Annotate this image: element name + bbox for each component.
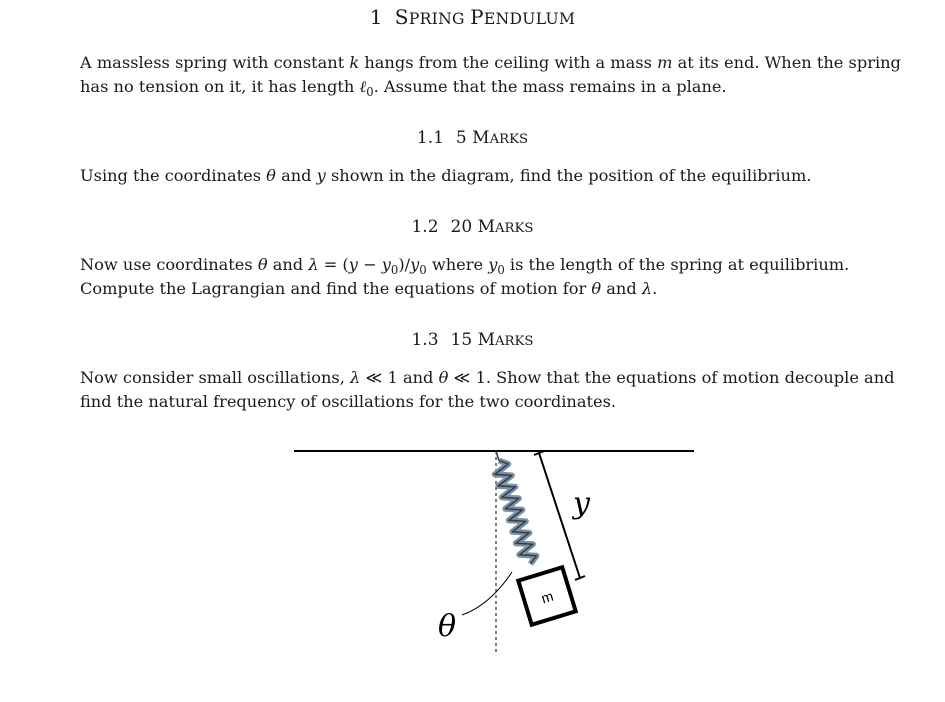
intro-paragraph: A massless spring with constant k hangs from the ceiling with a mass m at its end. When the spring has no tension on it, it has length ℓ$_0$. Assume that the mass remains in a plane. — [80, 53, 901, 100]
subsection-title-1-3: 1.3 15 MARKS — [411, 330, 534, 350]
question-1-2: Now use coordinates θ and $\lambda = (y - y_0)/y_0$ where $y_0$ is the length of the spring at equilibrium. Compute the Lagrangian and find the equations of motion for θ and λ. — [80, 255, 850, 298]
question-1-3: Now consider small oscillations, λ ≪ 1 and θ ≪ 1. Show that the equations of motion decouple and find the natural frequency of oscillations for the two coordinates. — [80, 368, 895, 411]
section-title: 1 SPRING PENDULUM — [369, 5, 576, 29]
subsection-title-1-2: 1.2 20 MARKS — [411, 217, 534, 237]
spring-pendulum-diagram — [290, 440, 710, 660]
length-label: y — [573, 486, 590, 521]
angle-label: θ — [438, 609, 457, 644]
subsection-title-1-1: 1.1 5 MARKS — [416, 128, 529, 148]
angle-arc — [462, 572, 512, 615]
mass-block — [518, 567, 575, 624]
mass-label: m — [539, 587, 556, 607]
section-number: 1 — [369, 5, 383, 29]
question-1-1: Using the coordinates θ and y shown in the diagram, find the position of the equilibrium. — [80, 166, 812, 185]
